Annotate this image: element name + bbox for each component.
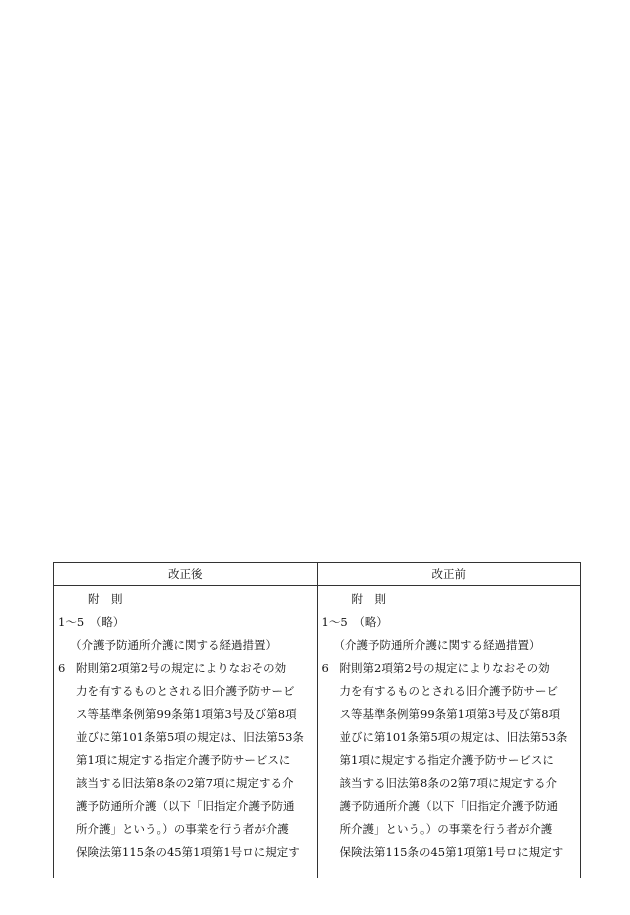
paragraph-line: 力を有するものとされる旧介護予防サービ (339, 684, 558, 698)
paragraph-line: 保険法第115条の45第1項第1号ロに規定す (339, 845, 564, 859)
header-after: 改正後 (168, 567, 203, 581)
item-range: 1～5 （略） (58, 615, 125, 629)
paragraph-line: 護予防通所介護（以下「旧指定介護予防通 (339, 799, 558, 813)
comparison-table (53, 562, 581, 878)
paragraph-first-line (58, 657, 313, 680)
paragraph-first-line (322, 657, 577, 680)
table-body-row (54, 586, 580, 878)
paragraph-line: 所介護」という。）の事業を行う者が介護 (339, 822, 553, 836)
paragraph-number: 6 (58, 661, 66, 675)
header-before: 改正前 (317, 563, 581, 585)
item-range: 1～5 （略） (321, 615, 388, 629)
paragraph-line: ス等基準条例第99条第1項第3号及び第8項 (76, 707, 297, 721)
paragraph-line: 該当する旧法第8条の2第7項に規定する介 (339, 776, 557, 790)
article-caption: （介護予防通所介護に関する経過措置） (333, 638, 541, 652)
paragraph-first-text: 附則第2項第2号の規定によりなおその効 (76, 661, 287, 675)
paragraph-line: 第1項に規定する指定介護予防サービスに (339, 753, 554, 767)
paragraph-line: 第1項に規定する指定介護予防サービスに (76, 753, 291, 767)
paragraph-first-text: 附則第2項第2号の規定によりなおその効 (339, 661, 550, 675)
paragraph-line: 並びに第101条第5項の規定は、旧法第53条 (339, 730, 568, 744)
paragraph-line: 並びに第101条第5項の規定は、旧法第53条 (76, 730, 304, 744)
paragraph-line: 保険法第115条の45第1項第1号ロに規定す (76, 845, 300, 859)
supplementary-heading: 附 則 (351, 592, 386, 606)
column-before (317, 586, 581, 878)
paragraph-line: 護予防通所介護（以下「旧指定介護予防通 (76, 799, 295, 813)
paragraph-line: 力を有するものとされる旧介護予防サービ (76, 684, 295, 698)
paragraph-line: 所介護」という。）の事業を行う者が介護 (76, 822, 289, 836)
paragraph-number: 6 (321, 661, 329, 675)
paragraph-line: 該当する旧法第8条の2第7項に規定する介 (76, 776, 294, 790)
article-caption: （介護予防通所介護に関する経過措置） (70, 638, 277, 652)
paragraph-line: ス等基準条例第99条第1項第3号及び第8項 (339, 707, 561, 721)
table-header-row (54, 563, 580, 586)
supplementary-heading: 附 則 (88, 592, 123, 606)
column-after (54, 586, 317, 878)
